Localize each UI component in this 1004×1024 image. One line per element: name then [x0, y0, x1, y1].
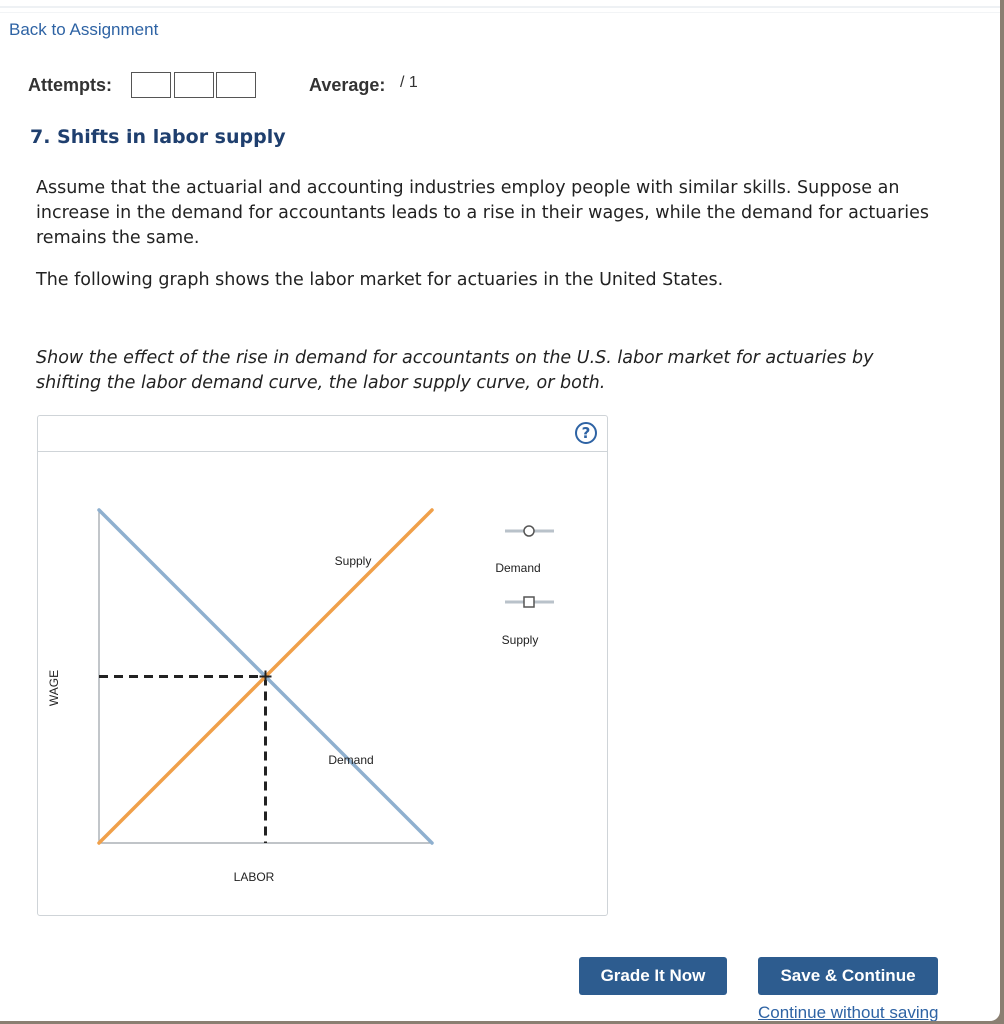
circle-marker-icon — [524, 526, 534, 536]
demand-tool-label: Demand — [495, 561, 541, 575]
header-divider-secondary — [0, 12, 1000, 13]
labor-market-chart[interactable] — [38, 416, 609, 917]
supply-tool-label: Supply — [501, 633, 539, 647]
y-axis-label: WAGE — [47, 669, 61, 707]
header-divider — [0, 6, 1000, 8]
demand-curve-label: Demand — [328, 753, 374, 767]
save-and-continue-button[interactable]: Save & Continue — [758, 957, 938, 995]
demand-tool[interactable] — [495, 526, 554, 575]
supply-curve-label: Supply — [334, 554, 372, 568]
attempt-box-3 — [216, 72, 256, 98]
attempt-box-2 — [174, 72, 214, 98]
attempt-box-1 — [131, 72, 171, 98]
help-icon[interactable]: ? — [575, 422, 597, 444]
grade-it-now-button[interactable]: Grade It Now — [579, 957, 727, 995]
square-marker-icon — [524, 597, 534, 607]
back-to-assignment-link[interactable]: Back to Assignment — [9, 20, 159, 39]
question-paragraph-2: The following graph shows the labor market for actuaries in the United States. — [36, 270, 724, 290]
continue-without-saving-link[interactable]: Continue without saving — [758, 1003, 939, 1021]
average-value: / 1 — [400, 74, 418, 91]
attempts-label: Attempts: — [28, 75, 112, 95]
x-axis-label: LABOR — [233, 870, 275, 884]
question-paragraph-1: Assume that the actuarial and accounting industries employ people with similar skills. Suppose an increase in the demand for accountants leads to a rise in their wages, while the demand for actuaries remains the same. — [36, 178, 930, 248]
average-label: Average: — [309, 75, 386, 95]
question-instruction: Show the effect of the rise in demand for accountants on the U.S. labor market for actuaries by shifting the labor demand curve, the labor supply curve, or both. — [36, 348, 874, 393]
question-title: 7. Shifts in labor supply — [30, 126, 286, 148]
supply-tool[interactable] — [502, 597, 554, 647]
graph-panel — [37, 415, 608, 916]
